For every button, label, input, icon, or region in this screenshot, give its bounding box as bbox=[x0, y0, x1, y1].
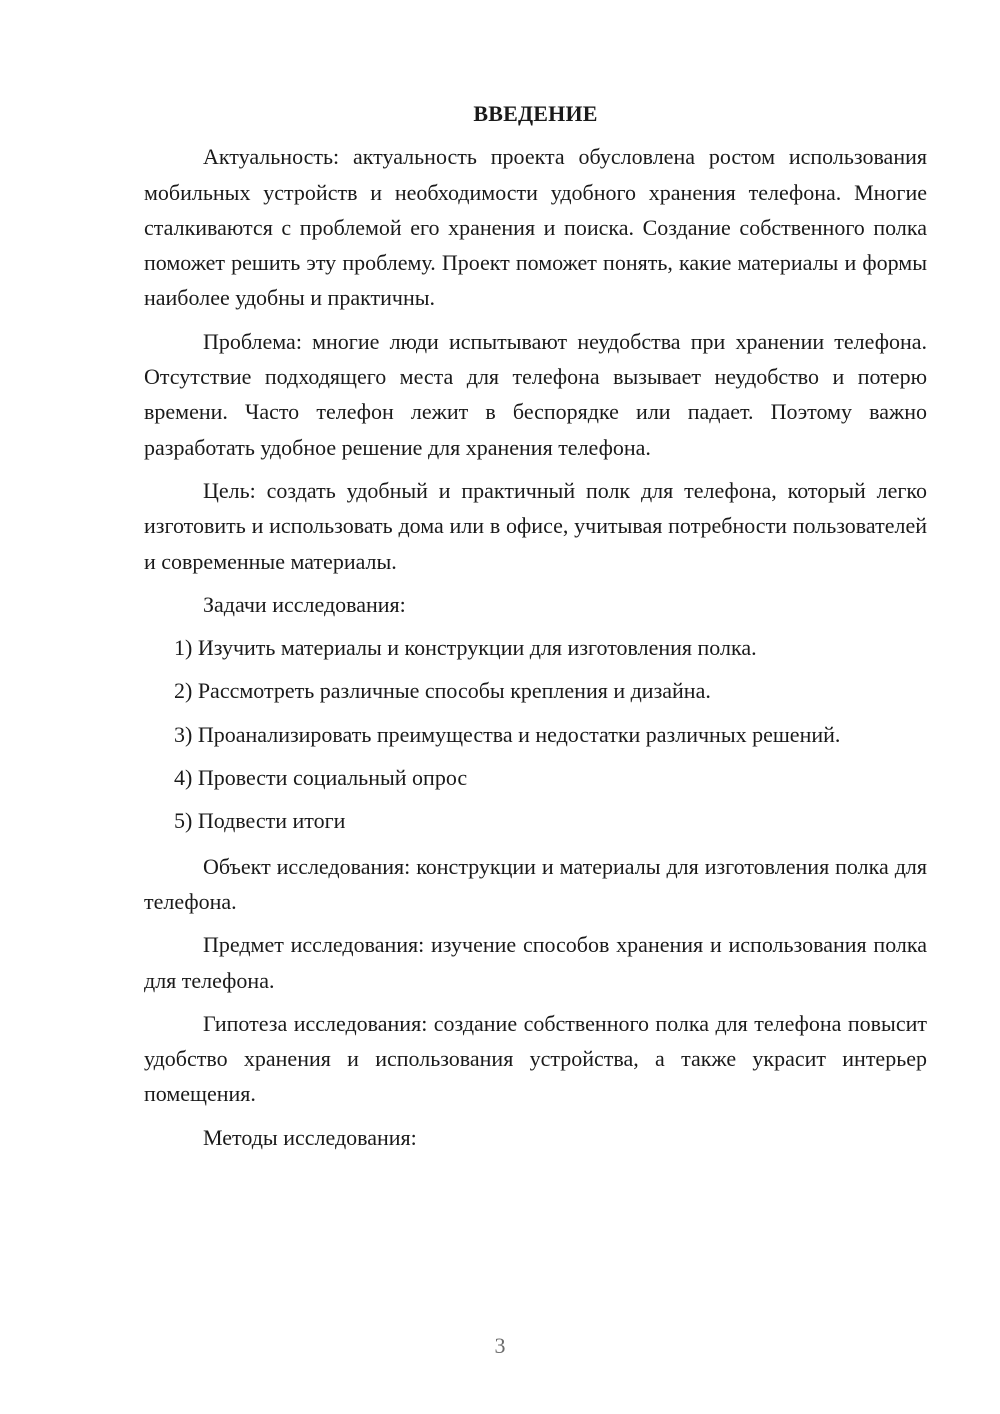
paragraph-relevance: Актуальность: актуальность проекта обусловлена ростом использования мобильных устройств и необходимости удобного хранения телефона. Многие сталкиваются с проблемой его хранения и поиска. Создание собственного полка поможет решить эту проблему. Проект поможет понять, какие материалы и формы наиболее удобны и практичны. bbox=[144, 144, 927, 311]
paragraph-tasks-heading: Задачи исследования: bbox=[203, 591, 406, 617]
paragraph-goal: Цель: создать удобный и практичный полк для телефона, который легко изготовить и использовать дома или в офисе, учитывая потребности пользователей и современные материалы. bbox=[144, 477, 927, 574]
paragraph-hypothesis: Гипотеза исследования: создание собственного полка для телефона повысит удобство хранения и использования устройства, а также украсит интерьер помещения. bbox=[144, 1010, 927, 1107]
paragraph-methods: Методы исследования: bbox=[203, 1124, 417, 1150]
task-item-2: 2) Рассмотреть различные способы крепления и дизайна. bbox=[174, 678, 711, 704]
paragraph-subject: Предмет исследования: изучение способов хранения и использования полка для телефона. bbox=[144, 932, 927, 993]
page-title: ВВЕДЕНИЕ bbox=[473, 101, 598, 126]
task-item-5: 5) Подвести итоги bbox=[174, 808, 346, 834]
page-content bbox=[144, 96, 927, 1163]
paragraph-problem: Проблема: многие люди испытывают неудобства при хранении телефона. Отсутствие подходящего места для телефона вызывает неудобство и потерю времени. Часто телефон лежит в беспорядке или падает. Поэтому важно разработать удобное решение для хранения телефона. bbox=[144, 328, 927, 460]
paragraph-object: Объект исследования: конструкции и материалы для изготовления полка для телефона. bbox=[144, 853, 927, 914]
task-item-3: 3) Проанализировать преимущества и недостатки различных решений. bbox=[174, 721, 841, 747]
page-number: 3 bbox=[494, 1333, 506, 1358]
task-item-1: 1) Изучить материалы и конструкции для изготовления полка. bbox=[174, 635, 757, 661]
task-item-4: 4) Провести социальный опрос bbox=[174, 765, 468, 791]
